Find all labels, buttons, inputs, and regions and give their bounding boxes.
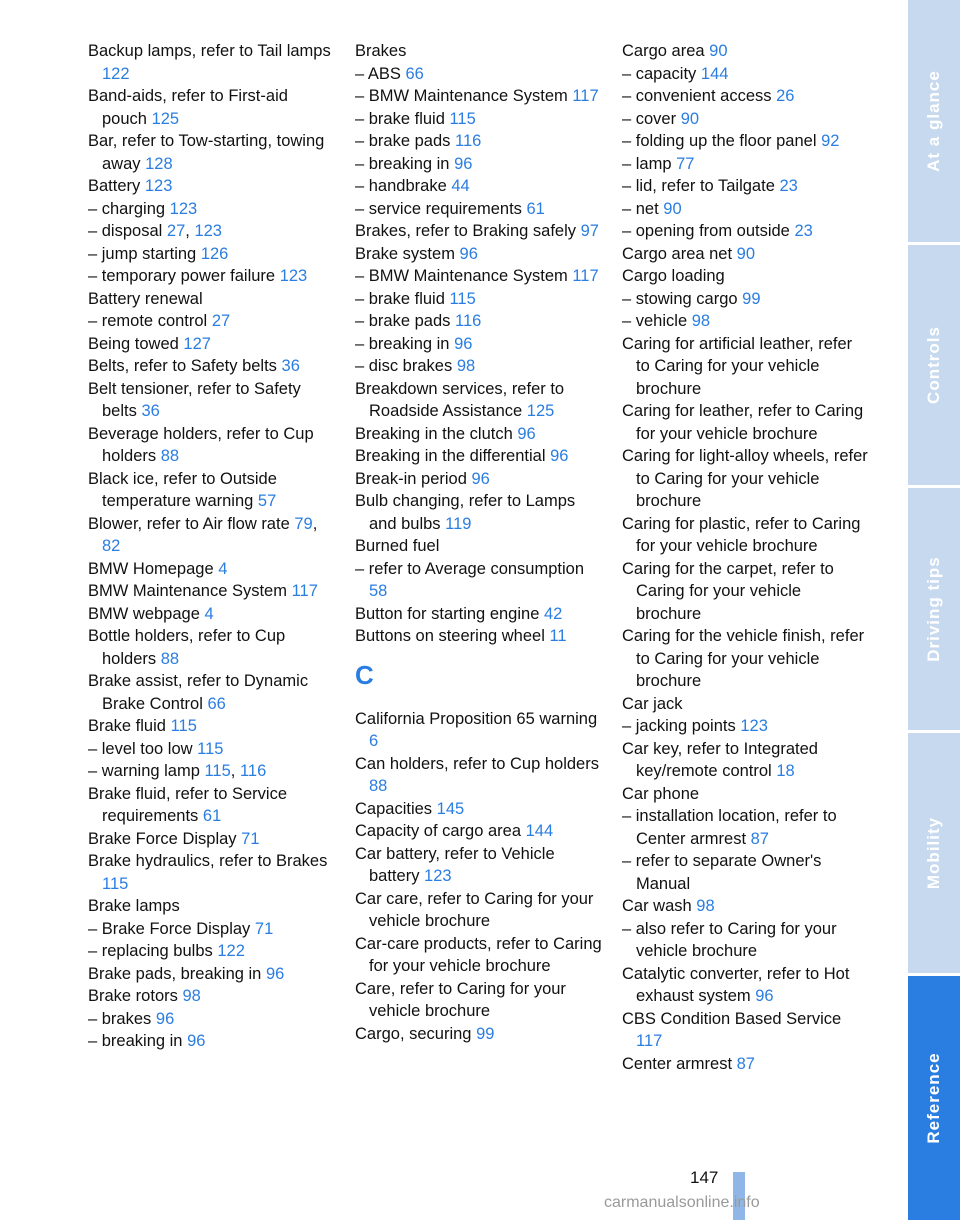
tab-label: Mobility [924,816,943,890]
index-entry [622,1008,870,1053]
index-entry [622,220,870,243]
index-entry [88,670,336,715]
index-entry [355,978,603,1023]
index-entry [88,130,336,175]
index-entry-text: – brake fluid [355,109,445,128]
page-reference-link[interactable]: 66 [207,694,226,713]
index-entry [88,828,336,851]
page-reference-link[interactable]: 122 [217,942,245,960]
index-entry-text: Band-aids, refer to First-aid pouch [88,87,288,128]
index-entry-text: Brake Force Display [88,829,237,848]
page-reference-link[interactable]: 79 [294,514,313,533]
index-entry-text: – net [622,199,659,218]
index-entry [88,288,336,311]
page-reference-link[interactable]: 36 [281,357,300,375]
tab-label: Controls [924,326,943,404]
page-reference-link[interactable]: 117 [291,582,318,600]
index-entry-text: Brakes [355,42,407,60]
index-entry [88,355,336,378]
index-entry-text: – capacity [622,64,697,83]
index-entry [355,445,603,468]
index-entry [622,445,870,513]
index-entry-text: BMW webpage [88,604,200,623]
page-reference-link[interactable]: 123 [144,177,173,195]
index-entry-text: Bar, refer to Tow-starting, towing away [88,132,325,173]
index-entry-text: Bulb changing, refer to Lamps and bulbs [355,492,576,533]
page-reference-link[interactable]: 58 [369,582,388,600]
page-reference-link[interactable]: 117 [572,267,599,285]
index-entry-text: – service requirements [355,199,522,218]
page-reference-link[interactable]: 88 [369,777,388,795]
index-entry-text: Can holders, refer to Cup holders [355,754,599,773]
index-entry [355,603,603,626]
index-entry-text: Capacity of cargo area [355,822,522,840]
index-entry-text: – remote control [88,312,208,330]
index-entry-text: Belts, refer to Safety belts [88,357,277,375]
index-entry [622,1053,870,1076]
index-entry [88,333,336,356]
footer-watermark: carmanualsonline.info [604,1194,760,1211]
page-reference-link[interactable]: 90 [736,244,756,263]
index-entry-text: Being towed [88,334,179,353]
index-entry [622,153,870,176]
page-reference-link[interactable]: 123 [424,867,452,885]
tab-label: At a glance [924,70,943,172]
index-entry-text: – also refer to Caring for your vehicle brochure [622,919,837,960]
tab-mobility[interactable] [908,733,960,973]
index-entry [622,85,870,108]
page-reference-link[interactable]: 115 [102,874,129,893]
index-entry [88,243,336,266]
index-entry-text: – refer to Average consumption [355,559,585,578]
index-entry-text: California Proposition 65 warning [355,709,598,728]
index-entry [622,805,870,850]
page-reference-link[interactable]: 115 [204,762,231,780]
index-entry-text: Cargo, securing [355,1024,472,1043]
index-entry [622,963,870,1008]
index-entry [355,888,603,933]
page-reference-link[interactable]: 96 [550,447,569,465]
page-reference-link[interactable]: 117 [572,87,599,105]
index-entry-text: – lid, refer to Tailgate [622,177,775,195]
page-reference-link[interactable]: 117 [636,1032,663,1050]
index-entry [88,468,336,513]
index-entry [622,513,870,558]
page-reference-link[interactable]: 90 [663,199,682,218]
page-reference-link[interactable]: 144 [700,64,729,83]
index-entry [88,985,336,1008]
index-entry [622,108,870,131]
tab-label: Driving tips [924,556,943,662]
page-reference-link[interactable]: 99 [476,1024,495,1043]
page-reference-link[interactable]: 61 [526,199,545,218]
index-entry-text: Caring for light-alloy wheels, refer to Caring for your vehicle brochure [622,447,868,510]
index-entry-text: BMW Homepage [88,559,214,578]
index-entry-text: Breaking in the clutch [355,424,513,443]
page-reference-link[interactable]: 27 [211,312,231,330]
index-entry [622,265,870,288]
index-entry-text: Capacities [355,799,433,818]
page-ref-separator: , [230,762,236,780]
page-reference-link[interactable]: 23 [794,222,813,240]
page-reference-link[interactable]: 125 [151,109,180,128]
page-reference-link[interactable]: 44 [451,177,470,195]
index-entry [355,355,603,378]
index-entry [88,175,336,198]
index-entry [622,918,870,963]
page-reference-link[interactable]: 144 [525,822,554,840]
index-entry [88,603,336,626]
index-entry [88,1008,336,1031]
index-entry [622,130,870,153]
index-entry [355,153,603,176]
page-ref-separator: , [185,222,190,240]
index-entry [88,918,336,941]
index-entry-text: – breaking in [355,334,450,353]
page-reference-link[interactable]: 123 [194,222,222,240]
index-entry-text: – brakes [88,1009,152,1028]
index-entry [88,895,336,918]
index-entry-text: – BMW Maintenance System [355,267,568,285]
page-reference-link[interactable]: 98 [691,312,711,330]
index-entry [622,895,870,918]
page-reference-link[interactable]: 96 [454,154,473,173]
index-entry-text: Belt tensioner, refer to Safety belts [88,379,301,420]
index-entry [355,423,603,446]
page-reference-link[interactable]: 126 [200,244,229,263]
index-entry [355,310,603,333]
page-reference-link[interactable]: 98 [456,357,476,375]
page-reference-link[interactable]: 6 [369,732,379,750]
page-reference-link[interactable]: 87 [736,1054,755,1073]
index-entry [355,198,603,221]
index-entry-text: Bottle holders, refer to Cup holders [88,627,286,668]
page-reference-link[interactable]: 26 [776,87,795,105]
index-entry-text: Cargo loading [622,267,725,285]
index-entry-text: Catalytic converter, refer to Hot exhaust system [622,964,850,1005]
page-reference-link[interactable]: 77 [676,154,695,173]
page-reference-link[interactable]: 115 [197,739,224,758]
page-reference-link[interactable]: 128 [145,154,173,173]
index-entry [88,625,336,670]
index-column-1 [88,40,336,1053]
index-entry [355,220,603,243]
index-entry-text: – disposal [88,222,163,240]
index-entry-text: – vehicle [622,312,688,330]
index-entry [88,963,336,986]
index-entry [355,798,603,821]
index-entry [88,265,336,288]
page-reference-link[interactable]: 71 [254,919,274,938]
page-reference-link[interactable]: 99 [742,289,761,308]
index-entry [88,423,336,468]
page-reference-link[interactable]: 96 [755,987,774,1005]
index-entry [622,288,870,311]
index-entry-text: – brake pads [355,132,451,150]
index-entry-text: – convenient access [622,87,772,105]
index-entry-text: – level too low [88,739,193,758]
page-reference-link[interactable]: 88 [160,649,180,668]
tab-at-a-glance[interactable] [908,0,960,242]
index-entry-text: – lamp [622,154,672,173]
index-entry-text: Caring for the carpet, refer to Caring for your vehicle brochure [622,559,834,623]
index-entry-text: Brakes, refer to Braking safely [355,222,577,240]
index-entry [88,715,336,738]
index-entry-text: Caring for plastic, refer to Caring for your vehicle brochure [622,514,861,555]
tab-controls[interactable] [908,245,960,485]
index-entry-text: Cargo area [622,42,705,60]
index-entry [88,783,336,828]
page-reference-link[interactable]: 96 [459,244,478,263]
page-reference-link[interactable]: 96 [454,334,473,353]
page-reference-link[interactable]: 96 [187,1032,206,1050]
page-reference-link[interactable]: 115 [449,289,476,308]
page-reference-link[interactable]: 125 [526,402,555,420]
index-entry [355,558,603,603]
index-entry-text: – refer to separate Owner's Manual [622,852,822,893]
index-entry [355,108,603,131]
index-entry-text: Car jack [622,694,683,713]
index-entry-text: Brake rotors [88,987,178,1005]
page-reference-link[interactable]: 98 [182,987,201,1005]
page-reference-link[interactable]: 90 [680,109,700,128]
page-reference-link[interactable]: 96 [471,469,490,488]
page-reference-link[interactable]: 116 [455,312,482,330]
index-entry [355,933,603,978]
index-entry [622,715,870,738]
tab-reference[interactable] [908,976,960,1220]
page-reference-link[interactable]: 96 [155,1009,175,1028]
index-entry-text: Brake lamps [88,897,180,915]
page-reference-link[interactable]: 90 [709,42,728,60]
index-entry-text: Brake assist, refer to Dynamic Brake Control [88,672,309,713]
index-entry-text: Battery renewal [88,289,203,308]
index-entry [88,40,336,85]
index-entry-text: Brake pads, breaking in [88,964,262,983]
index-entry-text: Car battery, refer to Vehicle battery [355,844,555,885]
page-reference-link[interactable]: 145 [436,799,465,818]
page-reference-link[interactable]: 122 [102,64,130,83]
page-reference-link[interactable]: 115 [170,717,197,735]
index-entry [88,738,336,761]
page-reference-link[interactable]: 92 [821,132,840,150]
index-entry-text: BMW Maintenance System [88,582,287,600]
page-reference-link[interactable]: 36 [141,402,160,420]
index-letter-heading: C [355,659,374,690]
index-entry [88,760,336,783]
page-reference-link[interactable]: 127 [183,334,211,353]
index-entry-text: Car care, refer to Caring for your vehicle brochure [355,889,594,930]
index-entry-text: – breaking in [355,154,450,173]
page-reference-link[interactable]: 116 [455,132,482,150]
index-entry [355,288,603,311]
page-reference-link[interactable]: 96 [265,964,285,983]
index-entry-text: Button for starting engine [355,604,540,623]
index-entry-text: – jump starting [88,244,197,263]
page-reference-link[interactable]: 11 [549,627,567,645]
index-entry [355,40,603,63]
index-entry-text: Car phone [622,784,700,803]
index-entry [622,310,870,333]
index-entry [355,820,603,843]
index-entry-text: – jacking points [622,717,736,735]
index-entry-text: – handbrake [355,177,447,195]
tab-driving-tips[interactable] [908,488,960,730]
index-entry-text: Break-in period [355,469,467,488]
index-entry [355,753,603,798]
tab-label: Reference [924,1052,943,1144]
page-reference-link[interactable]: 123 [740,717,768,735]
index-entry [355,378,603,423]
index-entry-text: – temporary power failure [88,267,276,285]
index-entry-text: CBS Condition Based Service [622,1009,842,1028]
index-entry [355,333,603,356]
index-entry [88,220,336,243]
page-reference-link[interactable]: 4 [218,559,228,578]
index-entry [355,63,603,86]
index-entry [622,850,870,895]
index-entry-text: Beverage holders, refer to Cup holders [88,424,314,465]
index-entry [355,265,603,288]
index-entry-text: Car key, refer to Integrated key/remote control [622,739,818,780]
index-entry-text: – breaking in [88,1032,183,1050]
index-entry [355,130,603,153]
page-reference-link[interactable]: 123 [279,267,308,285]
index-column-2 [355,40,603,1045]
index-entry-text: Care, refer to Caring for your vehicle brochure [355,979,566,1020]
index-entry [355,85,603,108]
page-reference-link[interactable]: 98 [696,897,715,915]
page-number: 147 [690,1168,719,1187]
page-reference-link[interactable]: 119 [445,514,472,533]
page-reference-link[interactable]: 123 [169,199,198,218]
page-reference-link[interactable]: 27 [166,222,186,240]
index-entry [622,175,870,198]
page-reference-link[interactable]: 97 [580,222,599,240]
index-entry [622,625,870,693]
index-entry [355,490,603,535]
index-entry [88,310,336,333]
index-entry [88,513,336,558]
index-entry-text: – disc brakes [355,357,453,375]
index-entry-text: – Brake Force Display [88,919,251,938]
index-entry-text: Battery [88,177,141,195]
index-entry-text: – BMW Maintenance System [355,87,568,105]
index-entry-text: Caring for the vehicle finish, refer to Caring for your vehicle brochure [622,627,865,690]
index-entry [622,243,870,266]
index-entry [88,378,336,423]
index-entry-text: Brake system [355,244,455,263]
index-entry [88,580,336,603]
page-ref-separator: , [312,514,318,533]
index-entry-text: – stowing cargo [622,289,738,308]
index-entry-text: Backup lamps, refer to Tail lamps [88,42,331,60]
index-entry [355,535,603,558]
index-entry-text: – replacing bulbs [88,942,213,960]
page-reference-link[interactable]: 23 [779,177,798,195]
index-entry-text: Brake fluid [88,717,166,735]
index-entry-text: Brake fluid, refer to Service requirements [88,784,287,825]
index-entry-text: Breakdown services, refer to Roadside Assistance [355,379,565,420]
page-reference-link[interactable]: 66 [405,64,424,83]
section-sidebar [908,0,960,1220]
index-entry [622,693,870,716]
page-reference-link[interactable]: 57 [257,492,277,510]
index-entry [622,198,870,221]
page-reference-link[interactable]: 88 [160,447,180,465]
index-entry [88,1030,336,1053]
index-entry [622,738,870,783]
index-entry [355,175,603,198]
index-entry [622,333,870,401]
index-entry-text: Caring for artificial leather, refer to Caring for your vehicle brochure [622,334,853,398]
page-reference-link[interactable]: 115 [449,109,476,128]
index-entry [88,85,336,130]
index-entry [355,468,603,491]
index-entry-text: – folding up the floor panel [622,132,817,150]
index-entry [355,625,603,648]
index-entry-text: Car wash [622,897,692,915]
index-entry-text: – opening from outside [622,222,790,240]
page-reference-link[interactable]: 61 [202,807,222,825]
index-entry-text: – cover [622,109,677,128]
index-entry [355,708,603,753]
page-reference-link[interactable]: 18 [776,762,795,780]
index-entry-text: Brake hydraulics, refer to Brakes [88,852,328,870]
index-entry-text: – warning lamp [88,762,200,780]
index-entry-text: – ABS [355,64,401,83]
index-entry-text: Cargo area net [622,244,733,263]
index-entry [88,558,336,581]
index-entry-text: Buttons on steering wheel [355,627,545,645]
index-entry-text: Black ice, refer to Outside temperature warning [88,469,277,510]
index-entry [355,843,603,888]
page-reference-link[interactable]: 116 [239,762,267,780]
index-entry [622,400,870,445]
index-entry-text: Breaking in the differential [355,447,546,465]
index-entry-text: Blower, refer to Air flow rate [88,514,290,533]
index-entry [622,40,870,63]
index-entry-text: – brake pads [355,312,451,330]
index-entry-text: – installation location, refer to Center armrest [622,807,837,848]
index-entry [355,243,603,266]
index-entry-text: – brake fluid [355,289,445,308]
index-column-3 [622,40,870,1075]
page-reference-link[interactable]: 4 [204,604,214,623]
index-entry-text: Burned fuel [355,537,440,555]
index-entry [88,940,336,963]
page-reference-link[interactable]: 42 [543,604,563,623]
index-entry [622,558,870,626]
page-reference-link[interactable]: 96 [517,424,536,443]
index-entry-text: Center armrest [622,1054,733,1073]
index-entry-text: – charging [88,199,166,218]
index-entry-text: Car-care products, refer to Caring for your vehicle brochure [355,934,602,975]
page-reference-link[interactable]: 71 [241,829,260,848]
page-reference-link[interactable]: 87 [750,829,769,848]
index-entry [622,783,870,806]
index-entry [88,198,336,221]
index-entry [88,850,336,895]
index-entry-text: Caring for leather, refer to Caring for your vehicle brochure [622,402,864,443]
index-entry [622,63,870,86]
index-entry [355,1023,603,1046]
page-reference-link[interactable]: 82 [102,537,121,555]
